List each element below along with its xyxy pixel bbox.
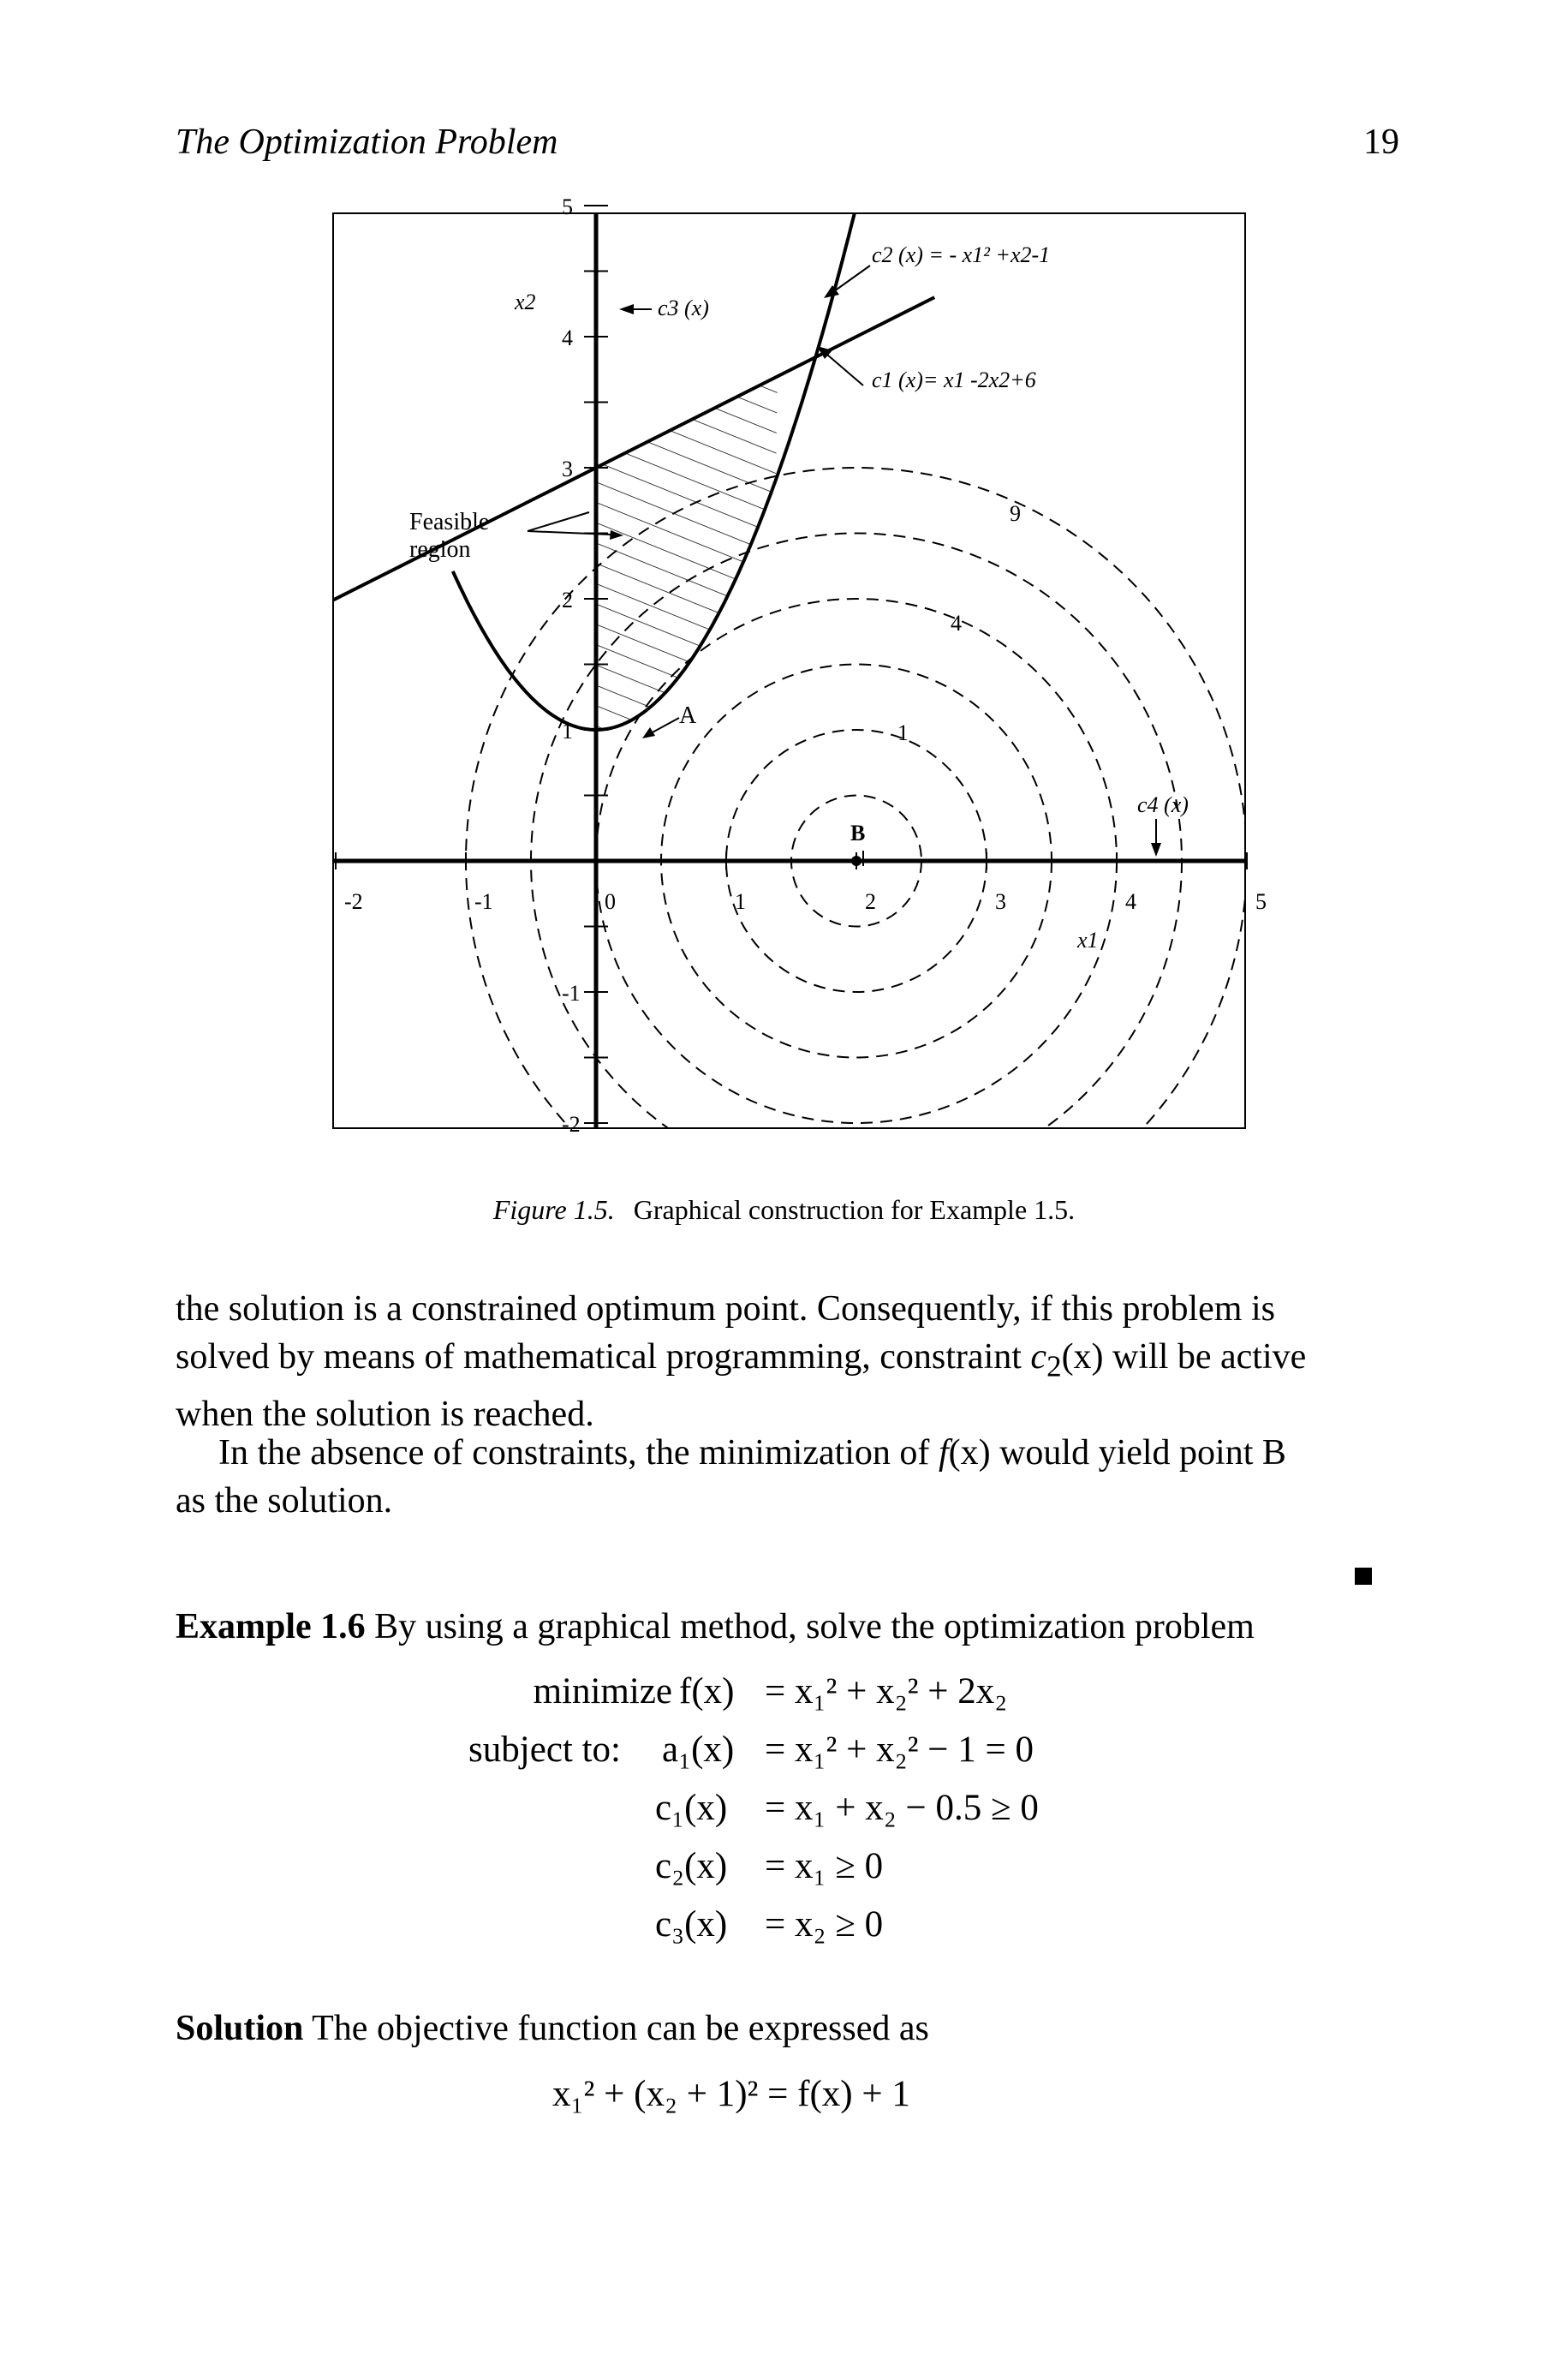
point-a-arrowhead (642, 727, 655, 738)
paragraph-1-line-3: when the solution is reached. (176, 1395, 594, 1435)
example-title: Example 1.6 (176, 1607, 366, 1646)
running-title: The Optimization Problem (176, 122, 558, 162)
paragraph-1-line-1: the solution is a constrained optimum point. Consequently, if this problem is (176, 1289, 1275, 1329)
feasible-label-2: region (409, 536, 471, 563)
x-tick-label: 1 (735, 889, 746, 914)
x-tick-label: 3 (995, 889, 1006, 914)
paragraph-2 (176, 1429, 1409, 1525)
y-axis-label: x2 (515, 290, 536, 314)
x-axis-label: x1 (1077, 928, 1099, 953)
solution-equation: x₁² + (x₂ + 1)² = f(x) + 1 (552, 2074, 910, 2114)
point-b-marker (851, 856, 862, 866)
c3-arrowhead (619, 304, 634, 314)
x-tick-label: 5 (1255, 889, 1267, 914)
paragraph-2-line-2: as the solution. (176, 1481, 393, 1521)
figure-frame (333, 213, 1245, 1128)
figure-caption (0, 1194, 1568, 1226)
y-tick-label: -2 (562, 1112, 581, 1137)
example-1-6-intro (176, 1603, 1409, 1651)
problem-row-4: c₃(x) = x₂ ≥ 0 (655, 1904, 884, 1945)
paragraph-1 (176, 1285, 1409, 1438)
figure-1-5 (332, 194, 1267, 1137)
y-tick-label: 3 (562, 457, 573, 481)
c1-arrow (827, 355, 863, 385)
c3-label: c3 (x) (658, 296, 709, 320)
solution-title: Solution (176, 2009, 304, 2048)
solution-text: The objective function can be expressed as (312, 2009, 929, 2048)
example-intro: By using a graphical method, solve the optimization problem (374, 1607, 1255, 1646)
problem-row-3: c₂(x) = x₁ ≥ 0 (655, 1846, 884, 1886)
c2-label: c2 (x) = - x1² +x2-1 (872, 242, 1051, 267)
y-tick-label: 4 (562, 326, 573, 350)
point-a-label: A (679, 702, 697, 729)
feasible-arrow-1 (528, 512, 589, 531)
paragraph-1-line-2: solved by means of mathematical programming, constraint $c_2(x)$ will be active (176, 1337, 1307, 1383)
problem-row-2: c₁(x) = x₁ + x₂ − 0.5 ≥ 0 (655, 1788, 1039, 1828)
x-tick-label: -1 (474, 889, 493, 914)
problem-row-1: subject to: a₁(x) = x₁² + x₂² − 1 = 0 (468, 1730, 1034, 1770)
end-of-example-mark (1355, 1568, 1372, 1585)
c4-label: c4 (x) (1137, 792, 1189, 817)
point-b-label: B (850, 821, 866, 845)
solution-paragraph (176, 2005, 1409, 2052)
y-tick-label: -1 (562, 981, 581, 1006)
page-number: 19 (1363, 122, 1399, 162)
x-tick-label: 2 (865, 889, 876, 914)
x-tick-label: -2 (344, 889, 363, 914)
caption-text: Graphical construction for Example 1.5. (633, 1194, 1076, 1225)
contour-label-4: 4 (951, 611, 962, 636)
contour-label-9: 9 (1010, 501, 1021, 526)
paragraph-2-line-1: In the absence of constraints, the minimization of f(x) would yield point B (218, 1433, 1286, 1473)
c1-label: c1 (x)= x1 -2x2+6 (872, 367, 1036, 392)
problem-row-0: minimize f(x) = x₁² + x₂² + 2x₂ (533, 1671, 1008, 1712)
feasible-region (596, 376, 778, 730)
x-tick-label: 4 (1125, 889, 1136, 914)
y-tick-label: 1 (562, 719, 573, 744)
point-a-arrow (651, 718, 679, 733)
y-tick-label: 2 (562, 588, 573, 612)
feasible-label-1: Feasible (409, 509, 490, 535)
c4-arrowhead (1151, 843, 1161, 857)
caption-label: Figure 1.5. (492, 1194, 615, 1225)
contour-label-1: 1 (897, 720, 909, 745)
y-tick-label: 5 (562, 194, 573, 219)
x-tick-label: 0 (605, 889, 616, 914)
